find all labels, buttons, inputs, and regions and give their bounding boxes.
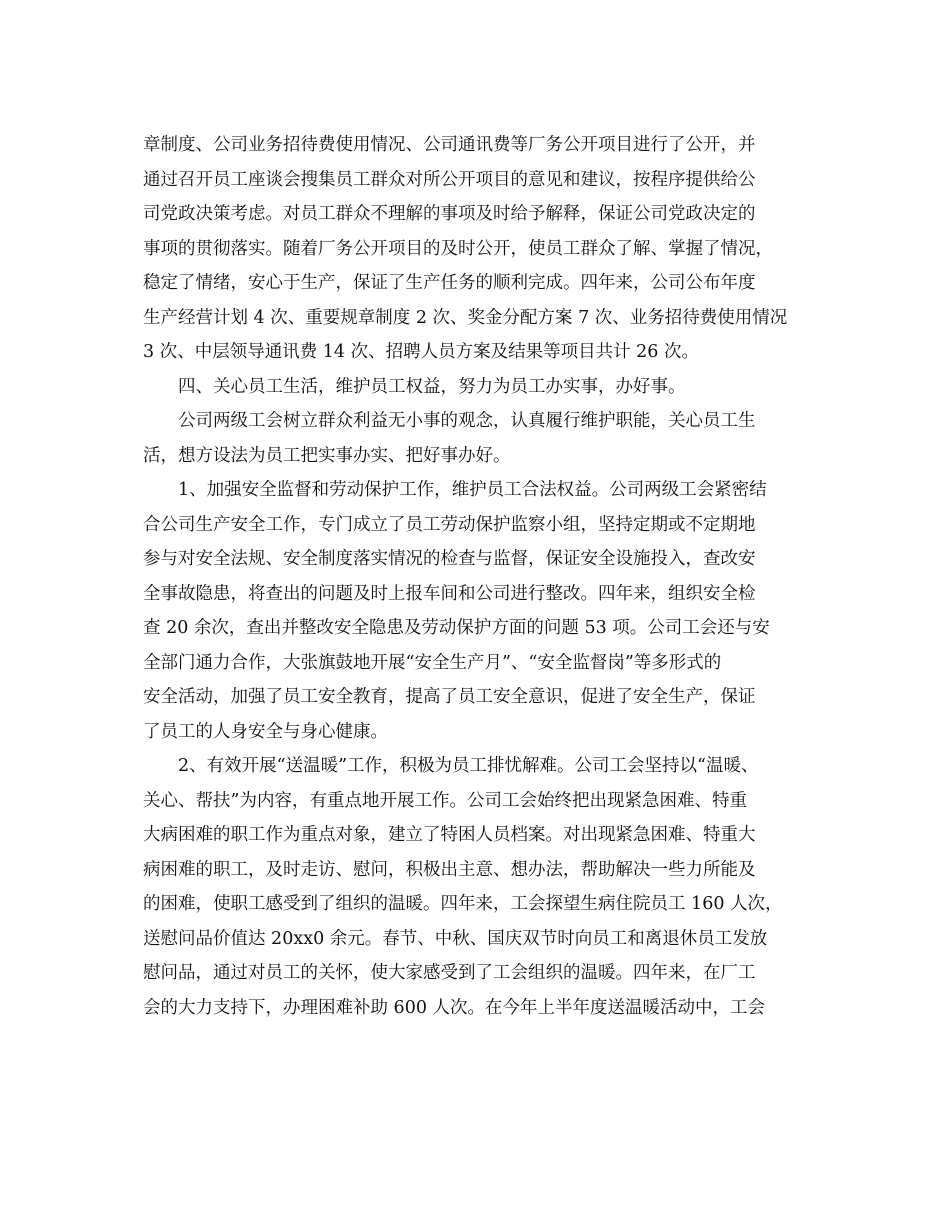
text-line: 生产经营计划 4 次、重要规章制度 2 次、奖金分配方案 7 次、业务招待费使用情况	[143, 307, 788, 328]
text-line: 稳定了情绪，安心于生产，保证了生产任务的顺利完成。四年来，公司公布年度	[143, 273, 756, 293]
text-line: 章制度、公司业务招待费使用情况、公司通讯费等厂务公开项目进行了公开，并	[143, 135, 756, 155]
text-line: 送慰问品价值达 20xx0 余元。春节、中秋、国庆双节时向员工和离退休员工发放	[143, 928, 768, 949]
text-line: 活，想方设法为员工把实事办实、把好事办好。	[143, 445, 511, 466]
text-line: 2、有效开展“送温暖”工作，积极为员工排忧解难。公司工会坚持以“温暖、	[143, 756, 759, 776]
text-line: 病困难的职工，及时走访、慰问，积极出主意、想办法，帮助解决一些力所能及	[143, 859, 756, 880]
text-line: 安全活动，加强了员工安全教育，提高了员工安全意识，促进了安全生产，保证	[143, 687, 756, 707]
text-line: 大病困难的职工作为重点对象，建立了特困人员档案。对出现紧急困难、特重大	[143, 825, 756, 845]
text-line: 通过召开员工座谈会搜集员工群众对所公开项目的意见和建议，按程序提供给公	[143, 169, 756, 190]
text-line: 会的大力支持下，办理困难补助 600 人次。在今年上半年度送温暖活动中，工会	[143, 997, 766, 1018]
text-line: 参与对安全法规、安全制度落实情况的检查与监督，保证安全设施投入，查改安	[143, 549, 756, 569]
text-line: 合公司生产安全工作，专门成立了员工劳动保护监察小组，坚持定期或不定期地	[143, 514, 756, 535]
text-line: 查 20 余次，查出并整改安全隐患及劳动保护方面的问题 53 项。公司工会还与安	[143, 618, 770, 638]
text-line: 3 次、中层领导通讯费 14 次、招聘人员方案及结果等项目共计 26 次。	[143, 342, 699, 362]
text-line: 了员工的人身安全与身心健康。	[143, 721, 388, 742]
section-heading: 四、关心员工生活，维护员工权益，努力为员工办实事，办好事。	[143, 376, 686, 397]
text-line: 慰问品，通过对员工的关怀，使大家感受到了工会组织的温暖。四年来，在厂工	[143, 963, 756, 983]
text-line: 事项的贯彻落实。随着厂务公开项目的及时公开，使员工群众了解、掌握了情况，	[143, 238, 773, 259]
text-line: 司党政决策考虑。对员工群众不理解的事项及时给予解释，保证公司党政决定的	[143, 204, 756, 224]
text-line: 的困难，使职工感受到了组织的温暖。四年来，工会探望生病住院员工 160 人次，	[143, 894, 783, 914]
text-line: 1、加强安全监督和劳动保护工作，维护员工合法权益。公司两级工会紧密结	[143, 480, 767, 500]
text-line: 全部门通力合作，大张旗鼓地开展“安全生产月”、“安全监督岗”等多形式的	[143, 652, 722, 673]
text-line: 关心、帮扶”为内容，有重点地开展工作。公司工会始终把出现紧急困难、特重	[143, 790, 747, 811]
text-line: 公司两级工会树立群众利益无小事的观念，认真履行维护职能，关心员工生	[143, 411, 756, 431]
document-body	[143, 128, 808, 1025]
text-line: 全事故隐患，将查出的问题及时上报车间和公司进行整改。四年来，组织安全检	[143, 583, 756, 604]
